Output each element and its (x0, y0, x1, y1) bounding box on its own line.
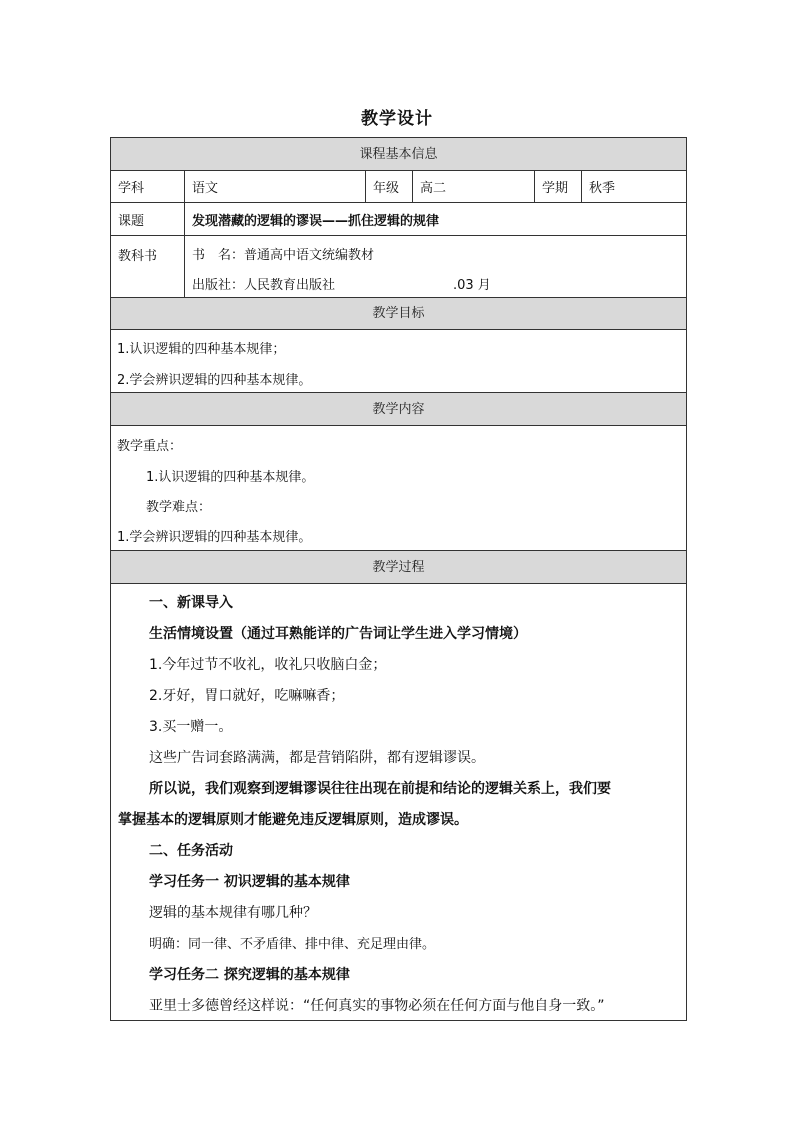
aristotle-quote: 亚里士多德曾经这样说：“任何真实的事物必须在任何方面与他自身一致。” (149, 998, 605, 1014)
key-point-item: 1.认识逻辑的四种基本规律。 (146, 470, 315, 485)
conclusion-line-1: 所以说，我们观察到逻辑谬误往往出现在前提和结论的逻辑关系上，我们要 (149, 781, 611, 797)
difficult-point-item: 1.学会辨识逻辑的四种基本规律。 (117, 530, 312, 545)
subject-value: 语文 (184, 171, 365, 202)
scene-heading: 生活情境设置（通过耳熟能详的广告词让学生进入学习情境） (149, 626, 527, 642)
grade-value: 高二 (412, 171, 534, 202)
goal-item: 2.学会辨识逻辑的四种基本规律。 (117, 373, 312, 388)
term-label: 学期 (534, 171, 581, 202)
topic-row (111, 203, 686, 236)
basic-info-header (111, 138, 686, 171)
basic-info-header-text: 课程基本信息 (359, 147, 438, 162)
lesson-plan-table (110, 137, 687, 1021)
task-one-answer: 明确：同一律、不矛盾律、排中律、充足理由律。 (149, 937, 436, 952)
content-header (111, 393, 686, 426)
ad-example: 2.牙好，胃口就好，吃嘛嘛香； (149, 688, 345, 704)
section-task-activity: 二、任务活动 (149, 843, 233, 859)
process-body (111, 584, 686, 1020)
task-one-question: 逻辑的基本规律有哪几种？ (149, 905, 317, 921)
textbook-info (184, 236, 686, 297)
publish-date: .03 月 (453, 278, 491, 293)
process-header-text: 教学过程 (372, 560, 425, 575)
subject-row (111, 171, 686, 203)
textbook-label: 教科书 (118, 249, 158, 264)
book-name-line: 书 名：普通高中语文统编教材 (192, 248, 375, 263)
page-title: 教学设计 (361, 109, 433, 129)
key-points-label: 教学重点： (117, 439, 183, 454)
grade-label: 年级 (365, 171, 412, 202)
process-header (111, 551, 686, 584)
goals-header-text: 教学目标 (372, 306, 425, 321)
content-body (111, 426, 686, 551)
ad-comment: 这些广告词套路满满，都是营销陷阱，都有逻辑谬误。 (149, 750, 485, 766)
task-one-heading: 学习任务一 初识逻辑的基本规律 (149, 874, 350, 890)
topic-label: 课题 (118, 213, 145, 229)
difficult-points-label: 教学难点： (146, 500, 212, 515)
goals-header (111, 298, 686, 330)
textbook-row (111, 236, 686, 298)
ad-example: 3.买一赠一。 (149, 719, 233, 735)
goal-item: 1.认识逻辑的四种基本规律； (117, 342, 286, 357)
subject-label: 学科 (118, 181, 145, 196)
conclusion-line-2: 掌握基本的逻辑原则才能避免违反逻辑原则，造成谬误。 (118, 812, 468, 828)
term-value: 秋季 (581, 171, 686, 202)
ad-example: 1.今年过节不收礼，收礼只收脑白金； (149, 657, 387, 673)
publisher-line: 出版社：人民教育出版社 (192, 278, 336, 293)
section-new-lesson: 一、新课导入 (149, 595, 233, 611)
content-header-text: 教学内容 (372, 402, 425, 417)
goals-body (111, 330, 686, 393)
topic-value: 发现潜藏的逻辑的谬误——抓住逻辑的规律 (184, 203, 686, 235)
task-two-heading: 学习任务二 探究逻辑的基本规律 (149, 967, 350, 983)
